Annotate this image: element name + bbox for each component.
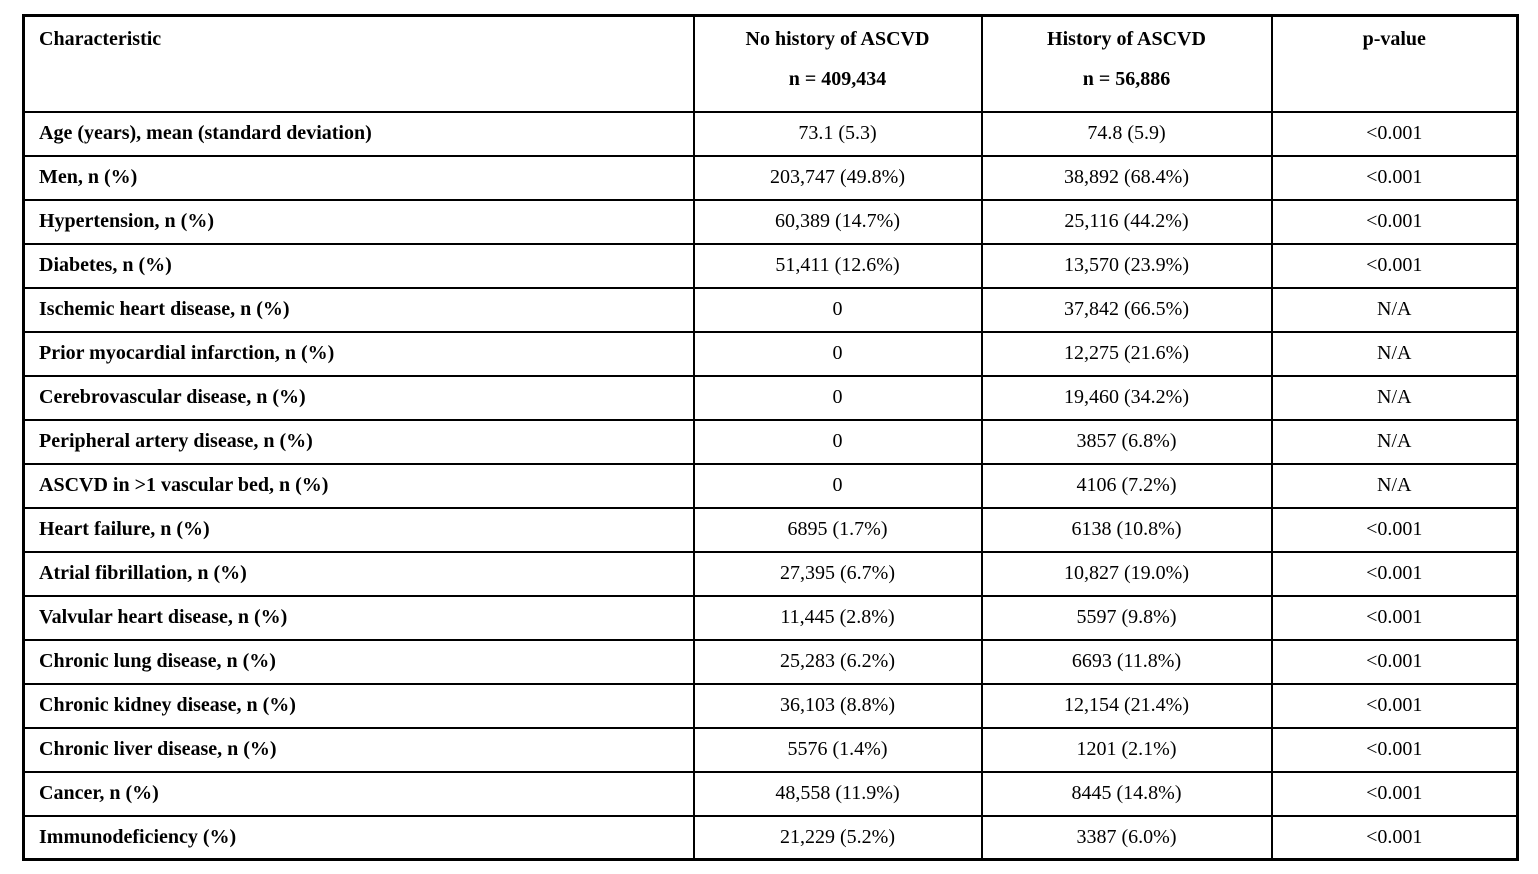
cell-history: 6693 (11.8%) — [982, 640, 1272, 684]
row-label: Chronic lung disease, n (%) — [24, 640, 694, 684]
row-label: Immunodeficiency (%) — [24, 816, 694, 860]
table-row — [24, 640, 1518, 684]
cell-history: 38,892 (68.4%) — [982, 156, 1272, 200]
table-row — [24, 552, 1518, 596]
row-label: Cerebrovascular disease, n (%) — [24, 376, 694, 420]
header-history — [982, 16, 1272, 112]
row-label: Cancer, n (%) — [24, 772, 694, 816]
cell-p-value: <0.001 — [1272, 596, 1518, 640]
row-label: ASCVD in >1 vascular bed, n (%) — [24, 464, 694, 508]
header-history-n: n = 56,886 — [1082, 68, 1171, 90]
header-no-history — [694, 16, 982, 112]
cell-p-value: <0.001 — [1272, 156, 1518, 200]
cell-history: 13,570 (23.9%) — [982, 244, 1272, 288]
cell-p-value: N/A — [1272, 332, 1518, 376]
cell-p-value: <0.001 — [1272, 772, 1518, 816]
table-row — [24, 464, 1518, 508]
cell-no-history: 6895 (1.7%) — [694, 508, 982, 552]
cell-history: 5597 (9.8%) — [982, 596, 1272, 640]
row-label: Diabetes, n (%) — [24, 244, 694, 288]
row-label: Valvular heart disease, n (%) — [24, 596, 694, 640]
cell-history: 1201 (2.1%) — [982, 728, 1272, 772]
cell-no-history: 25,283 (6.2%) — [694, 640, 982, 684]
header-characteristic: Characteristic — [24, 16, 694, 112]
cell-p-value: <0.001 — [1272, 244, 1518, 288]
header-row — [24, 16, 1518, 112]
table-row — [24, 420, 1518, 464]
cell-p-value: <0.001 — [1272, 508, 1518, 552]
cell-no-history: 60,389 (14.7%) — [694, 200, 982, 244]
row-label: Chronic liver disease, n (%) — [24, 728, 694, 772]
cell-history: 37,842 (66.5%) — [982, 288, 1272, 332]
row-label: Atrial fibrillation, n (%) — [24, 552, 694, 596]
table-row — [24, 508, 1518, 552]
table-row — [24, 200, 1518, 244]
cell-history: 19,460 (34.2%) — [982, 376, 1272, 420]
row-label: Heart failure, n (%) — [24, 508, 694, 552]
cell-no-history: 5576 (1.4%) — [694, 728, 982, 772]
cell-no-history: 27,395 (6.7%) — [694, 552, 982, 596]
cell-no-history: 0 — [694, 376, 982, 420]
cell-no-history: 51,411 (12.6%) — [694, 244, 982, 288]
cell-no-history: 21,229 (5.2%) — [694, 816, 982, 860]
cell-p-value: <0.001 — [1272, 816, 1518, 860]
table-row — [24, 596, 1518, 640]
cell-p-value: <0.001 — [1272, 200, 1518, 244]
cell-history: 12,154 (21.4%) — [982, 684, 1272, 728]
row-label: Prior myocardial infarction, n (%) — [24, 332, 694, 376]
cell-no-history: 0 — [694, 464, 982, 508]
table-row — [24, 244, 1518, 288]
cell-p-value: N/A — [1272, 288, 1518, 332]
row-label: Peripheral artery disease, n (%) — [24, 420, 694, 464]
table-row — [24, 684, 1518, 728]
cell-history: 3857 (6.8%) — [982, 420, 1272, 464]
cell-history: 12,275 (21.6%) — [982, 332, 1272, 376]
table-body — [24, 112, 1518, 860]
cell-p-value: <0.001 — [1272, 640, 1518, 684]
cell-p-value: <0.001 — [1272, 112, 1518, 156]
cell-history: 10,827 (19.0%) — [982, 552, 1272, 596]
cell-history: 74.8 (5.9) — [982, 112, 1272, 156]
baseline-characteristics-table — [22, 14, 1519, 861]
row-label: Chronic kidney disease, n (%) — [24, 684, 694, 728]
cell-history: 3387 (6.0%) — [982, 816, 1272, 860]
row-label: Men, n (%) — [24, 156, 694, 200]
cell-p-value: <0.001 — [1272, 684, 1518, 728]
table-row — [24, 156, 1518, 200]
cell-history: 25,116 (44.2%) — [982, 200, 1272, 244]
table-row — [24, 816, 1518, 860]
cell-p-value: N/A — [1272, 464, 1518, 508]
table-container — [22, 14, 1519, 861]
header-no-history-n: n = 409,434 — [788, 68, 887, 90]
cell-no-history: 203,747 (49.8%) — [694, 156, 982, 200]
cell-no-history: 48,558 (11.9%) — [694, 772, 982, 816]
cell-history: 4106 (7.2%) — [982, 464, 1272, 508]
cell-p-value: N/A — [1272, 420, 1518, 464]
table-row — [24, 112, 1518, 156]
cell-no-history: 73.1 (5.3) — [694, 112, 982, 156]
cell-p-value: N/A — [1272, 376, 1518, 420]
cell-no-history: 0 — [694, 288, 982, 332]
cell-history: 6138 (10.8%) — [982, 508, 1272, 552]
cell-no-history: 36,103 (8.8%) — [694, 684, 982, 728]
cell-p-value: <0.001 — [1272, 552, 1518, 596]
table-row — [24, 376, 1518, 420]
header-p-value: p-value — [1272, 16, 1518, 112]
header-no-history-title: No history of ASCVD — [745, 28, 930, 50]
row-label: Hypertension, n (%) — [24, 200, 694, 244]
cell-no-history: 0 — [694, 420, 982, 464]
row-label: Ischemic heart disease, n (%) — [24, 288, 694, 332]
table-row — [24, 772, 1518, 816]
cell-history: 8445 (14.8%) — [982, 772, 1272, 816]
table-row — [24, 288, 1518, 332]
cell-p-value: <0.001 — [1272, 728, 1518, 772]
table-row — [24, 728, 1518, 772]
header-history-title: History of ASCVD — [1047, 28, 1206, 50]
table-row — [24, 332, 1518, 376]
row-label: Age (years), mean (standard deviation) — [24, 112, 694, 156]
cell-no-history: 11,445 (2.8%) — [694, 596, 982, 640]
cell-no-history: 0 — [694, 332, 982, 376]
